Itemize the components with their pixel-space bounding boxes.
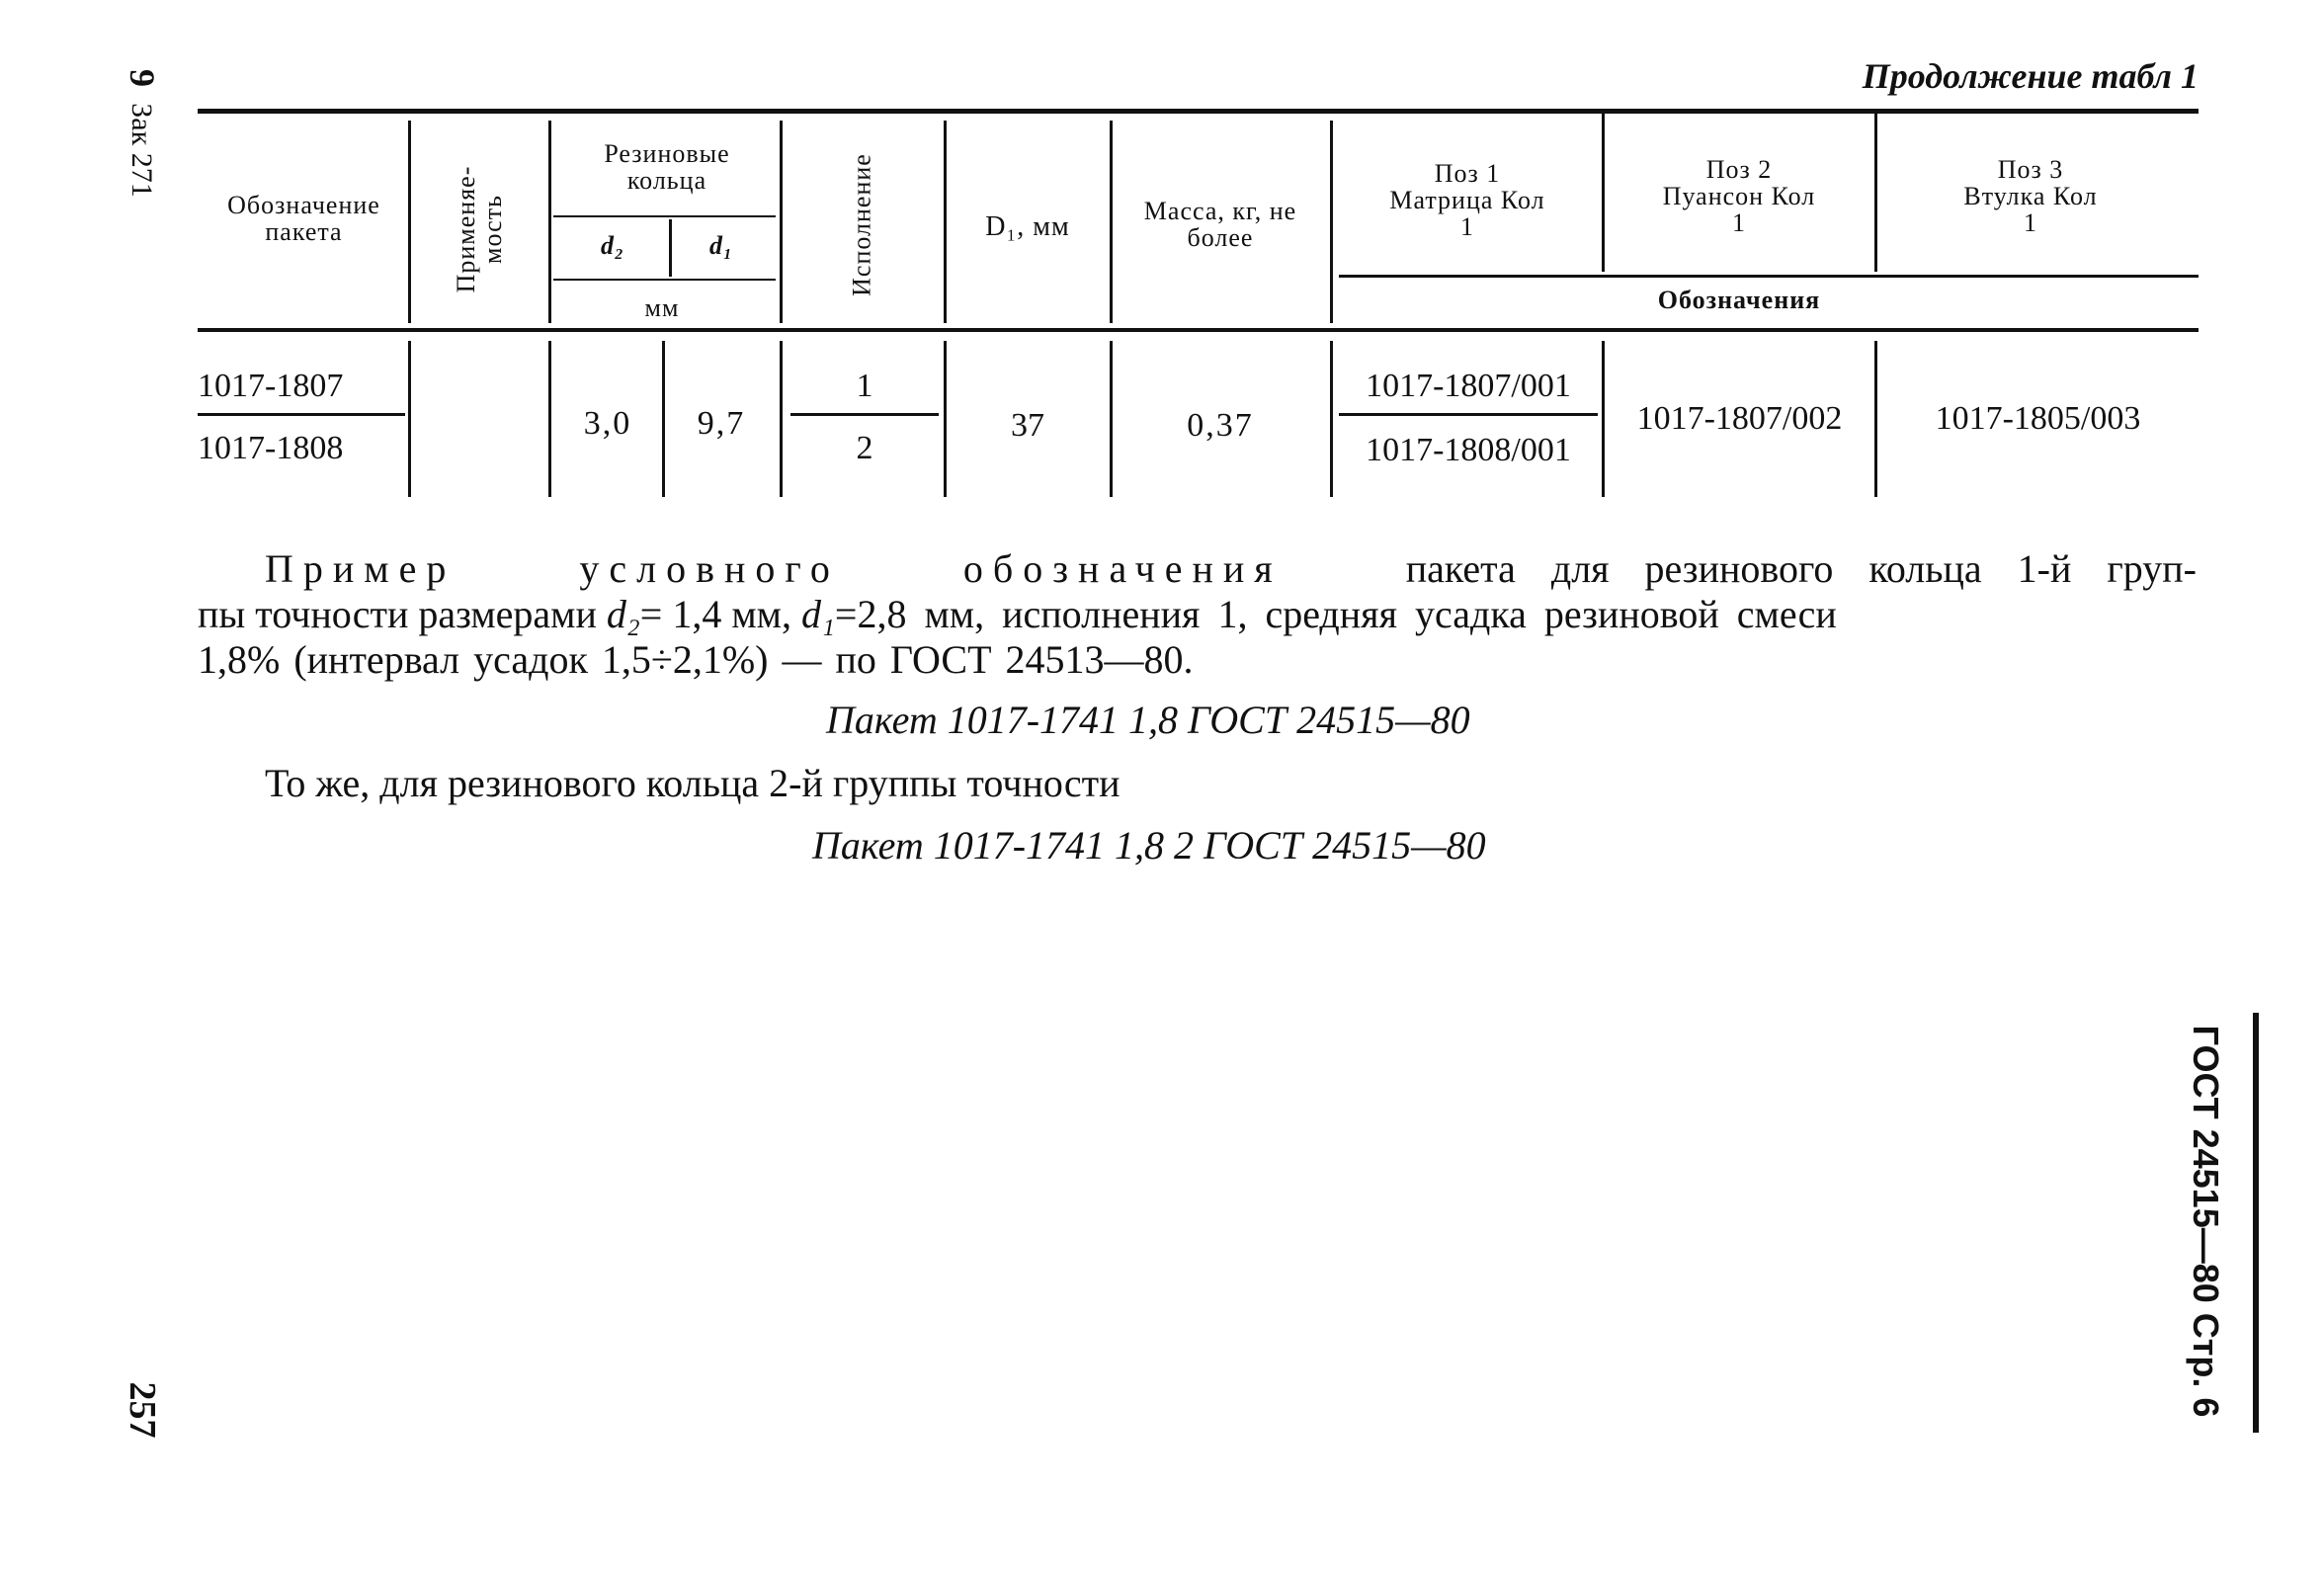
hdr-vline (408, 121, 411, 323)
hdr-vline (548, 121, 551, 323)
header-D1: D₁, мм (985, 211, 1070, 242)
mm-sub-rule (553, 279, 776, 281)
word-uslovnogo: условного (579, 546, 840, 591)
word-oboznacheniya: обозначения (962, 546, 1283, 591)
header-mass: Масса, кг, не более (1143, 197, 1297, 252)
body-vline (944, 341, 947, 497)
body-vline (1874, 341, 1877, 497)
rings-sub-rule (553, 215, 776, 217)
margin-page-number: 257 (122, 1381, 163, 1439)
paragraph-line-2 (198, 592, 2203, 637)
body-vline (548, 341, 551, 497)
word-primer: Пример (265, 546, 456, 591)
pos1-divider (1339, 413, 1598, 416)
row1-designation: 1017-1807 (198, 368, 344, 404)
body-vline (408, 341, 411, 497)
header-designations: Обозначения (1657, 286, 1821, 314)
cell-pos2: 1017-1807/002 (1636, 400, 1843, 437)
line2-part-b: = 1,4 мм, (639, 592, 791, 636)
right-margin-rule (2253, 1013, 2259, 1433)
hdr-vline (1602, 114, 1605, 272)
body-vline (1602, 341, 1605, 497)
header-pos2: Поз 2 Пуансон Кол 1 (1662, 155, 1816, 237)
example-designation-1: Пакет 1017-1741 1,8 ГОСТ 24515—80 (826, 698, 1470, 742)
hdr-vline (1110, 121, 1113, 323)
line2-d1-symbol: d₁ (800, 592, 835, 636)
body-vline (1330, 341, 1333, 497)
cell-D1: 37 (1011, 407, 1044, 444)
body-vline (780, 341, 783, 497)
body-vline (662, 341, 665, 497)
header-rubber-rings: Резиновые кольца (604, 139, 730, 195)
hdr-vline (780, 121, 783, 323)
body-vline (1110, 341, 1113, 497)
hdr-vline (1874, 114, 1877, 272)
paragraph-line-3: 1,8% (интервал усадок 1,5÷2,1%) — по ГОСТ 24513—80. (198, 637, 1194, 682)
hdr-vline (944, 121, 947, 323)
continuation-caption: Продолжение табл 1 (1862, 56, 2199, 96)
paragraph-line-1-rest: пакета для резинового кольца 1-й груп- (1405, 546, 2197, 591)
margin-sheet-number: 9 (123, 69, 162, 87)
line2-d2-symbol: d₂ (606, 592, 640, 636)
hdr-vline (1330, 121, 1333, 323)
execution-divider (790, 413, 939, 416)
right-standard-header: ГОСТ 24515—80 Стр. 6 (2186, 1025, 2226, 1418)
table-top-rule (198, 109, 2199, 114)
header-pos1: Поз 1 Матрица Кол 1 (1389, 159, 1545, 241)
header-bottom-rule (198, 328, 2199, 332)
header-d2: d₂ (600, 231, 625, 260)
hdr-vline (669, 219, 672, 277)
header-applicability: Применяе- мость (452, 165, 507, 293)
paragraph-line-1 (265, 546, 2197, 592)
header-execution: Исполнение (847, 153, 876, 296)
row2-execution: 2 (856, 430, 873, 466)
margin-order-number: Зак 271 (125, 103, 158, 198)
cell-pos3: 1017-1805/003 (1935, 400, 2141, 437)
cell-d1: 9,7 (697, 405, 746, 442)
header-d1: d₁ (708, 231, 734, 260)
header-mm: мм (644, 293, 680, 322)
header-designation: Обозначение пакета (227, 191, 380, 246)
row1-pos1: 1017-1807/001 (1366, 368, 1571, 404)
row2-pos1: 1017-1808/001 (1366, 432, 1571, 468)
row2-designation: 1017-1808 (198, 430, 344, 466)
cell-mass: 0,37 (1187, 407, 1254, 444)
header-pos3: Поз 3 Втулка Кол 1 (1963, 155, 2098, 237)
line2-part-a: пы точности размерами (198, 592, 597, 636)
example-designation-2: Пакет 1017-1741 1,8 2 ГОСТ 24515—80 (812, 823, 1486, 868)
designation-divider (198, 413, 405, 416)
cell-d2: 3,0 (583, 405, 632, 442)
row1-execution: 1 (856, 368, 873, 404)
paragraph-group2: То же, для резинового кольца 2-й группы точности (265, 761, 1120, 805)
line2-part-c: =2,8 мм, исполнения 1, средняя усадка резиновой смеси (834, 592, 1837, 636)
designations-sub-rule (1339, 275, 2199, 278)
